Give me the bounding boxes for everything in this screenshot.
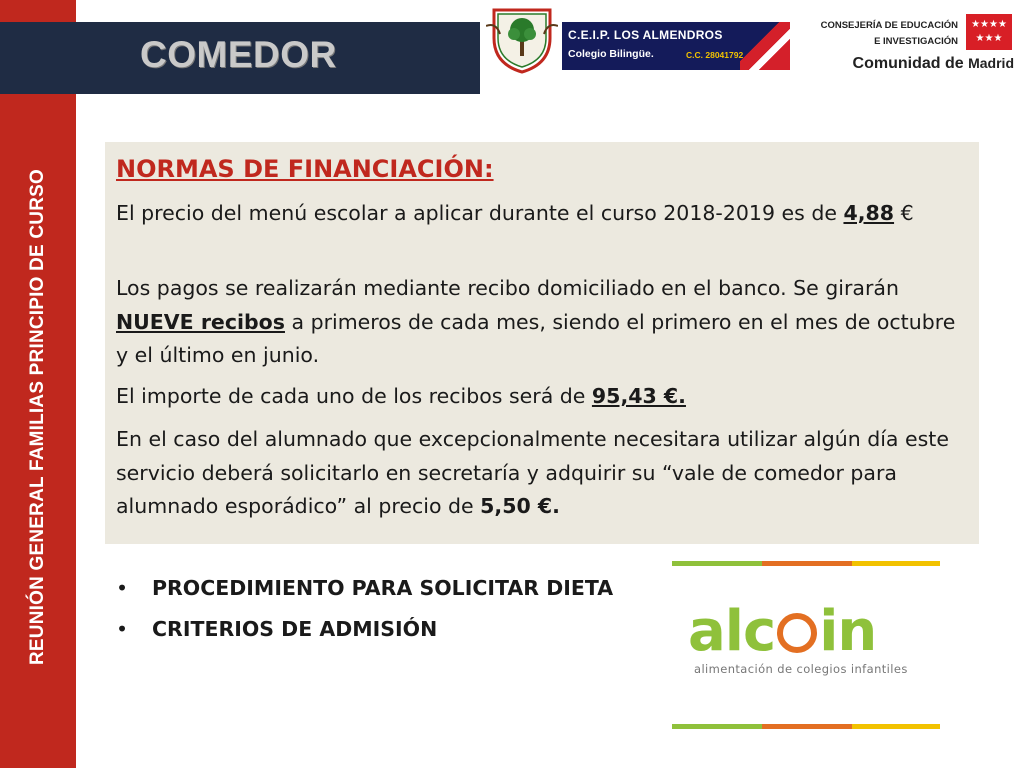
payments-count: NUEVE recibos [116,309,285,334]
alcoin-word-end: in [819,599,877,664]
school-code: C.C. 28041792 [686,50,744,60]
bullet-item [116,576,613,600]
bullet-dot: • [116,617,129,641]
school-banner [562,22,790,70]
consejeria-line1: CONSEJERÍA DE EDUCACIÓN [820,20,958,31]
alcoin-plate-icon [777,613,817,653]
payments-paragraph [116,272,956,373]
bullet-label: PROCEDIMIENTO PARA SOLICITAR DIETA [152,576,614,600]
menu-price-text: El precio del menú escolar a aplicar durante el curso 2018-2019 es de [116,201,844,225]
comunidad-de-text: Comunidad de [852,55,969,72]
banner-stripe [740,22,790,70]
bullet-label: CRITERIOS DE ADMISIÓN [152,617,438,641]
occasional-paragraph [116,423,956,524]
menu-price-value: 4,88 [843,201,895,225]
alcoin-top-bar [672,561,940,566]
madrid-text: Madrid [968,55,1014,71]
receipt-amount-value: 95,43 €. [591,384,686,408]
occasional-text: En el caso del alumnado que excepcionalmente necesitara utilizar algún día este servicio deberá solicitarlo en secretaría y adquirir su “vale de comedor para alumnado esporádico” al precio de [116,427,949,518]
menu-price-paragraph [116,197,956,231]
alcoin-word-start: alc [688,599,776,664]
school-crest-icon [486,4,558,76]
alcoin-bottom-bar [672,724,940,729]
side-banner-text: REUNIÓN GENERAL FAMILIAS PRINCIPIO DE CURSO [27,169,48,665]
financing-heading: NORMAS DE FINANCIACIÓN: [116,155,494,183]
alcoin-logo [688,599,877,664]
madrid-flag-icon: ★★★★ ★★★ [966,14,1012,50]
alcoin-tagline: alimentación de colegios infantiles [694,662,908,676]
menu-price-currency: € [894,201,914,225]
receipt-amount-paragraph [116,380,956,414]
page-title: COMEDOR [140,34,337,75]
bullet-item [116,617,437,641]
consejeria-line2: E INVESTIGACIÓN [874,36,958,47]
comunidad-madrid-name [853,55,1014,73]
school-name: C.E.I.P. LOS ALMENDROS [568,28,723,42]
receipt-amount-text: El importe de cada uno de los recibos será de [116,384,592,408]
payments-text-start: Los pagos se realizarán mediante recibo domiciliado en el banco. Se girarán [116,276,899,300]
bullet-dot: • [116,576,129,600]
occasional-price: 5,50 €. [480,494,560,518]
school-subtitle: Colegio Bilingüe. [568,48,654,60]
payments-text-end: a primeros de cada mes, siendo el primero en el mes de octubre y el último en junio. [116,309,956,367]
